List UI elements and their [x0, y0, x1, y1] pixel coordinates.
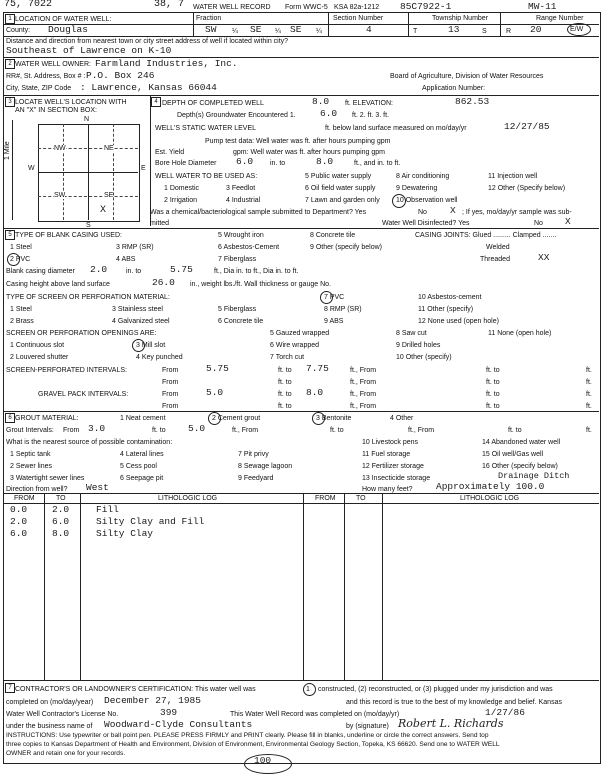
other-source-value: Drainage Ditch: [498, 471, 570, 481]
grout-bentonite-circle: [312, 412, 325, 425]
log-header-from-1: FROM: [14, 495, 35, 502]
section-box-map: [38, 124, 140, 222]
township-label: Township Number: [432, 15, 489, 22]
map-sw: SW: [54, 192, 66, 199]
section-number-1: 1: [5, 14, 15, 24]
yield-rest: gpm: Well water was ft. after hours pumping gpm: [233, 149, 385, 156]
map-east: E: [141, 165, 146, 172]
form-number: Form WWC-5: [285, 4, 328, 11]
casing-7: 7 Fiberglass: [218, 256, 257, 263]
distance-label: Distance and direction from nearest town or city street address of well if located within city?: [6, 38, 289, 45]
city-value: : Lawrence, Kansas 66044: [80, 82, 217, 93]
casing-8: 8 Concrete tile: [310, 232, 356, 239]
grout-2: 2 Cement grout: [212, 415, 261, 422]
opening-10: 10 Other (specify): [396, 354, 452, 361]
grout-from-value: 3.0: [88, 423, 106, 434]
section-number-4: 4: [151, 97, 161, 107]
section-number-6: 6: [5, 413, 15, 423]
log-row-desc: Silty Clay and Fill: [96, 516, 205, 527]
log-header-from-2: FROM: [315, 495, 336, 502]
township-t-label: T: [413, 28, 418, 35]
board-label: Board of Agriculture, Division of Water Resources: [390, 73, 544, 80]
screen-pvc-circle: [320, 291, 333, 304]
grout-3: 3 Bentonite: [316, 415, 352, 422]
quarter-mark-1: ¼: [232, 28, 238, 35]
gravel-to-label-4: ft. to: [486, 403, 500, 410]
diameter-to-value: 5.75: [170, 264, 193, 275]
casing-6: 6 Asbestos-Cement: [218, 244, 280, 251]
gravel-from-label-1: From: [162, 391, 179, 398]
elevation-label: ft. ELEVATION:: [345, 100, 393, 107]
use-7: 7 Lawn and garden only: [305, 197, 380, 204]
static-level-rest: ft. below land surface measured on mo/day/yr: [325, 125, 467, 132]
screen-5: 5 Fiberglass: [218, 306, 257, 313]
record-id: 85C7922-1: [400, 1, 452, 12]
grout-to-label-2: ft. to: [330, 427, 344, 434]
use-12: 12 Other (Specify below): [488, 185, 566, 192]
fraction-label: Fraction: [196, 15, 222, 22]
perforated-from-value: 5.75: [206, 363, 229, 374]
log-header-to-2: TO: [356, 495, 366, 502]
grout-1: 1 Neat cement: [120, 415, 166, 422]
range-value: 20: [530, 24, 542, 35]
log-header-desc-1: LITHOLOGIC LOG: [158, 495, 218, 502]
range-label: Range Number: [536, 15, 584, 22]
depth-value: 8.0: [312, 96, 330, 107]
map-west: W: [28, 165, 35, 172]
grout-ft: ft.: [586, 427, 592, 434]
use-8: 8 Air conditioning: [396, 173, 450, 180]
perforated-ft-2: ft.: [586, 379, 592, 386]
static-level-date: 12/27/85: [504, 121, 550, 132]
perforated-from-label-4: ft., From: [350, 379, 377, 386]
opening-5: 5 Gauzed wrapped: [270, 330, 330, 337]
src-2: 2 Sewer lines: [10, 463, 53, 470]
disinfected-no-label: No: [534, 220, 543, 227]
src-15: 15 Oil well/Gas well: [482, 451, 544, 458]
bore-diameter-label: Bore Hole Diameter: [155, 160, 217, 167]
township-value: 13: [448, 24, 460, 35]
welded-label: Welded: [486, 244, 510, 251]
screen-8: 8 RMP (SR): [324, 306, 362, 313]
chem-sample-rest: ; If yes, mo/day/yr sample was sub-: [462, 209, 572, 216]
log-row-desc: Silty Clay: [96, 528, 154, 539]
address-label: RR#, St. Address, Box # :: [6, 73, 86, 80]
perforated-from-label-1: From: [162, 367, 179, 374]
direction-label: Direction from well?: [6, 486, 68, 493]
grout-to-label-3: ft. to: [508, 427, 522, 434]
src-12: 12 Fertilizer storage: [362, 463, 424, 470]
mile-scale: [12, 120, 13, 220]
opening-3: 3 Mill slot: [136, 342, 166, 349]
grout-cement-circle: [208, 412, 221, 425]
src-9: 9 Feedyard: [238, 475, 274, 482]
record-completed-label: This Water Well Record was completed on (mo/day/yr): [230, 711, 400, 718]
diameter-to-label: in. to: [126, 268, 142, 275]
opening-6: 6 Wire wrapped: [270, 342, 320, 349]
direction-value: West: [86, 482, 109, 493]
fraction-1: SW: [205, 24, 217, 35]
owner-label: WATER WELL OWNER:: [15, 61, 91, 68]
instructions-line-2: three copies to Kansas Department of Health and Environment, Division of Environment, Environmental Geology Section, Topeka, KS 66620. Send one to WATER WELL: [6, 741, 500, 748]
map-north: N: [84, 116, 90, 123]
opening-1: 1 Continuous slot: [10, 342, 65, 349]
opening-11: 11 None (open hole): [488, 330, 552, 337]
perforated-to-label-2: ft. to: [486, 367, 500, 374]
height-value: 26.0: [152, 277, 175, 288]
log-header-to-1: TO: [56, 495, 66, 502]
height-rest: in., weight lbs./ft. Wall thickness or gauge No.: [190, 281, 331, 288]
completed-label: completed on (mo/day/year): [6, 699, 94, 706]
screen-2: 2 Brass: [10, 318, 34, 325]
grout-4: 4 Other: [390, 415, 414, 422]
range-direction: E/W: [570, 26, 584, 33]
grout-from-label-2: ft., From: [232, 427, 259, 434]
grout-intervals-label: Grout Intervals:: [6, 427, 54, 434]
contamination-label: What is the nearest source of possible contamination:: [6, 439, 173, 446]
groundwater-rest: ft. 2. ft. 3. ft.: [352, 112, 389, 119]
diameter-label: Blank casing diameter: [6, 268, 75, 275]
use-1: 1 Domestic: [164, 185, 200, 192]
section-number-2: 2: [5, 59, 15, 69]
gravel-from-label-4: ft., From: [350, 403, 377, 410]
src-8: 8 Sewage lagoon: [238, 463, 293, 470]
use-3: 3 Feedlot: [226, 185, 256, 192]
opening-2: 2 Louvered shutter: [10, 354, 69, 361]
location-title: LOCATION OF WATER WELL:: [15, 16, 112, 23]
record-completed-date: 1/27/86: [485, 707, 525, 718]
perforated-ft-1: ft.: [586, 367, 592, 374]
use-9: 9 Dewatering: [396, 185, 438, 192]
perforated-label: SCREEN-PERFORATED INTERVALS:: [6, 367, 127, 374]
bore-to-value: 8.0: [316, 156, 334, 167]
yield-label: Est. Yield: [155, 149, 185, 156]
gravel-ft-2: ft.: [586, 403, 592, 410]
src-1: 1 Septic tank: [10, 451, 51, 458]
casing-2: 2 PVC: [10, 256, 31, 263]
gravel-ft-1: ft.: [586, 391, 592, 398]
groundwater-1: 6.0: [320, 108, 338, 119]
how-many-feet-value: Approximately 100.0: [436, 481, 545, 492]
use-6: 6 Oil field water supply: [305, 185, 376, 192]
src-14: 14 Abandoned water well: [482, 439, 561, 446]
constructed-number: 1: [306, 686, 310, 693]
fraction-3: SE: [290, 24, 302, 35]
disinfected-no-mark: X: [565, 216, 571, 227]
ksa-reference: KSA 82a-1212: [334, 4, 380, 11]
src-6: 6 Seepage pit: [120, 475, 164, 482]
use-10: 10 Observation well: [396, 197, 458, 204]
opening-9: 9 Drilled holes: [396, 342, 441, 349]
static-level-label: WELL'S STATIC WATER LEVEL: [155, 125, 257, 132]
screen-7: 7 PVC: [324, 294, 345, 301]
license-number: 399: [160, 707, 178, 718]
src-3: 3 Watertight sewer lines: [10, 475, 85, 482]
casing-pvc-circle: [7, 253, 20, 266]
screen-4: 4 Galvanized steel: [112, 318, 170, 325]
signature-label: by (signature): [346, 723, 389, 730]
map-ne: NE: [104, 145, 114, 152]
height-label: Casing height above land surface: [6, 281, 110, 288]
log-header-desc-2: LITHOLOGIC LOG: [460, 495, 520, 502]
use-10-circle: [392, 194, 406, 208]
log-row-desc: Fill: [96, 504, 119, 515]
grout-label: GROUT MATERIAL:: [15, 415, 79, 422]
casing-3: 3 RMP (SR): [116, 244, 154, 251]
perforated-to-value: 7.75: [306, 363, 329, 374]
business-name: Woodward-Clyde Consultants: [104, 719, 253, 730]
bore-diameter-value: 6.0: [236, 156, 254, 167]
certification-rest: constructed, (2) reconstructed, or (3) plugged under my jurisdiction and was: [318, 686, 553, 693]
screen-title: TYPE OF SCREEN OR PERFORATION MATERIAL:: [6, 294, 170, 301]
submitted-label: mitted: [150, 220, 170, 227]
perforated-to-label-3: ft. to: [278, 379, 292, 386]
mile-label: 1 Mile: [4, 141, 11, 160]
distance-value: Southeast of Lawrence on K-10: [6, 45, 172, 56]
opening-8: 8 Saw cut: [396, 330, 427, 337]
grout-from-label-3: ft., From: [408, 427, 435, 434]
casing-4: 4 ABS: [116, 256, 136, 263]
stamp-number: 100: [254, 755, 272, 766]
threaded-mark: XX: [538, 252, 550, 263]
gravel-label: GRAVEL PACK INTERVALS:: [38, 391, 129, 398]
range-r-label: R: [506, 28, 512, 35]
log-row-from: 2.0: [10, 516, 28, 527]
threaded-label: Threaded: [480, 256, 510, 263]
city-label: City, State, ZIP Code: [6, 85, 72, 92]
perforated-to-label-1: ft. to: [278, 367, 292, 374]
casing-joints: CASING JOINTS: Glued ......... Clamped .......: [415, 232, 557, 239]
grout-from-label: From: [63, 427, 80, 434]
screen-12: 12 None used (open hole): [418, 318, 499, 325]
handwritten-note-mid: 38, 7: [154, 0, 185, 10]
well-id: MW-11: [528, 1, 557, 12]
src-16: 16 Other (specify below): [482, 463, 558, 470]
section-number-3: 3: [5, 97, 15, 107]
bore-to-label: in. to: [270, 160, 286, 167]
disinfected-label: Water Well Disinfected? Yes: [382, 220, 470, 227]
bore-rest: ft., and in. to ft.: [354, 160, 401, 167]
how-many-feet-label: How many feet?: [362, 486, 413, 493]
log-row-to: 2.0: [52, 504, 70, 515]
opening-7: 7 Torch cut: [270, 354, 305, 361]
county-value: Douglas: [48, 24, 88, 35]
section-number-label: Section Number: [333, 15, 384, 22]
signature: Robert L. Richards: [398, 717, 504, 730]
screen-1: 1 Steel: [10, 306, 32, 313]
use-5: 5 Public water supply: [305, 173, 372, 180]
use-2: 2 Irrigation: [164, 197, 198, 204]
screen-6: 6 Concrete tile: [218, 318, 264, 325]
instructions-line-3: OWNER and retain one for your records.: [6, 750, 126, 757]
fraction-2: SE: [250, 24, 262, 35]
log-row-to: 6.0: [52, 516, 70, 527]
locate-title-1: LOCATE WELL'S LOCATION WITH: [15, 99, 127, 106]
use-4: 4 Industrial: [226, 197, 261, 204]
completed-rest: and this record is true to the best of my knowledge and belief. Kansas: [346, 699, 562, 706]
log-row-to: 8.0: [52, 528, 70, 539]
handwritten-note-left: 75, 7022: [4, 0, 53, 10]
depth-label: DEPTH OF COMPLETED WELL: [162, 100, 264, 107]
log-row-from: 6.0: [10, 528, 28, 539]
casing-1: 1 Steel: [10, 244, 32, 251]
gravel-to-value: 8.0: [306, 387, 324, 398]
map-nw: NW: [54, 145, 66, 152]
perforated-from-label-2: ft., From: [350, 367, 377, 374]
certification-label: CONTRACTOR'S OR LANDOWNER'S CERTIFICATION: This water well was: [15, 686, 256, 693]
chem-sample-label: Was a chemical/bacteriological sample submitted to Department? Yes: [150, 209, 367, 216]
pump-test-label: Pump test data: Well water was ft. after hours pumping gpm: [205, 138, 391, 145]
diameter-rest: ft., Dia in. to ft., Dia in. to ft.: [214, 268, 299, 275]
casing-9: 9 Other (specify below): [310, 244, 382, 251]
src-11: 11 Fuel storage: [362, 451, 411, 458]
quarter-mark-3: ¼: [316, 28, 322, 35]
gravel-to-label-3: ft. to: [278, 403, 292, 410]
src-4: 4 Lateral lines: [120, 451, 164, 458]
opening-mill-slot-circle: [132, 339, 145, 352]
gravel-to-label-1: ft. to: [278, 391, 292, 398]
screen-9: 9 ABS: [324, 318, 344, 325]
business-label: under the business name of: [6, 723, 93, 730]
chem-no-label: No: [418, 209, 427, 216]
src-10: 10 Livestock pens: [362, 439, 419, 446]
log-row-from: 0.0: [10, 504, 28, 515]
perforated-from-label-3: From: [162, 379, 179, 386]
instructions-line-1: INSTRUCTIONS: Use typewriter or ball point pen. PLEASE PRESS FIRMLY and PRINT clearly. Please fill in blanks, underline or circle the correct answers. Send top: [6, 732, 489, 739]
src-7: 7 Pit privy: [238, 451, 269, 458]
section-number-7: 7: [5, 683, 15, 693]
screen-3: 3 Stainless steel: [112, 306, 163, 313]
src-5: 5 Cess pool: [120, 463, 157, 470]
casing-5: 5 Wrought iron: [218, 232, 264, 239]
quarter-mark-2: ¼: [275, 28, 281, 35]
opening-4: 4 Key punched: [136, 354, 183, 361]
screen-10: 10 Asbestos-cement: [418, 294, 482, 301]
grout-to-label: ft. to: [152, 427, 166, 434]
license-label: Water Well Contractor's License No.: [6, 711, 119, 718]
county-label: County:: [6, 27, 31, 34]
src-13: 13 Insecticide storage: [362, 475, 431, 482]
application-label: Application Number:: [422, 85, 486, 92]
map-se: SE: [104, 192, 114, 199]
township-s-label: S: [482, 28, 487, 35]
grout-to-value: 5.0: [188, 423, 206, 434]
casing-title: TYPE OF BLANK CASING USED:: [15, 232, 122, 239]
screen-11: 11 Other (specify): [418, 306, 474, 313]
chem-no-mark: X: [450, 205, 456, 216]
groundwater-label: Depth(s) Groundwater Encountered 1.: [177, 112, 296, 119]
owner-value: Farmland Industries, Inc.: [95, 58, 238, 69]
gravel-from-label-2: ft., From: [350, 391, 377, 398]
gravel-from-label-3: From: [162, 403, 179, 410]
gravel-to-label-2: ft. to: [486, 391, 500, 398]
locate-title-2: AN "X" IN SECTION BOX:: [15, 107, 97, 114]
diameter-value: 2.0: [90, 264, 108, 275]
section-number-5: 5: [5, 230, 15, 240]
use-11: 11 Injection well: [488, 173, 538, 180]
gravel-from-value: 5.0: [206, 387, 224, 398]
form-title: WATER WELL RECORD: [193, 4, 271, 11]
use-title: WELL WATER TO BE USED AS:: [155, 173, 258, 180]
map-south: S: [86, 222, 91, 229]
address-value: P.O. Box 246: [86, 70, 155, 81]
elevation-value: 862.53: [455, 96, 490, 107]
completed-date: December 27, 1985: [104, 695, 201, 706]
openings-title: SCREEN OR PERFORATION OPENINGS ARE:: [6, 330, 157, 337]
perforated-to-label-4: ft. to: [486, 379, 500, 386]
well-location-mark: X: [100, 205, 107, 216]
section-value: 4: [366, 24, 372, 35]
